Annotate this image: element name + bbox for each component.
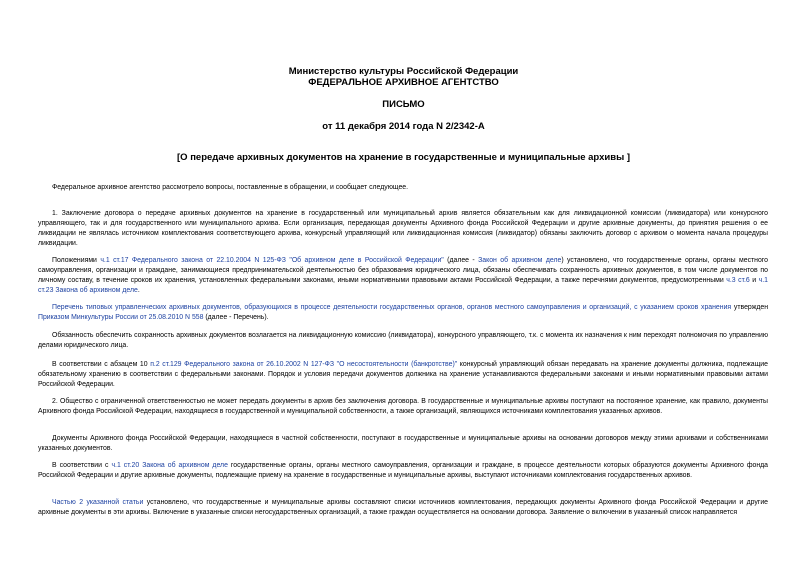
paragraph xyxy=(38,461,768,481)
ministry-title: Министерство культуры Российской Федерации xyxy=(288,66,519,77)
paragraph-text: ) установлено, что государственные органы, органы местного самоуправления, организации и граждане, занимающиеся предпринимательской деятельностью без образования юридического лица, обязаны обеспечивать сохранность архивных документов, в том числе документов по личному составу, в течение сроков их хранения, установленных федеральными законами, иными нормативными правовыми актами Российской Федерации, а также перечнями документов, предусмотренными xyxy=(38,257,769,284)
paragraph xyxy=(38,397,768,417)
document-link[interactable]: ч.1 ст.17 Федерального закона от 22.10.2004 N 125-ФЗ "Об архивном деле в Российской Федерации" xyxy=(100,257,444,264)
paragraph-text: конкурсный управляющий обязан передавать на хранение документы должника, подлежащие обязательному хранению в соответствии с федеральными законами. Порядок и условия передачи документов должника на хранение устанавливаются федеральными законами и иными нормативными правовыми актами Российской Федерации. xyxy=(38,361,768,388)
document-link[interactable]: ч.1 ст.23 Закона об архивном деле xyxy=(38,277,768,294)
paragraph-text: (далее - xyxy=(443,257,479,264)
paragraph xyxy=(38,256,768,296)
paragraph-text: установлено, что государственные и муниципальные архивы составляют списки источников комплектования, передающих документы Архивного фонда Российской Федерации и другие архивные документы в эти архивы. Включение в указанные списки негосударственных организаций, а также граждан осуществляется на основании договора. Заявление о включении в указанный список направляется xyxy=(38,499,768,516)
document-link[interactable]: Приказом Минкультуры России от 25.08.2010 N 558 xyxy=(38,314,204,321)
paragraph xyxy=(38,183,768,193)
agency-title: ФЕДЕРАЛЬНОЕ АРХИВНОЕ АГЕНТСТВО xyxy=(308,77,499,88)
paragraph-text: В соответствии с xyxy=(52,462,112,469)
document-link[interactable]: Закон об архивном деле xyxy=(478,257,562,264)
document-link[interactable]: Частью 2 указанной статьи xyxy=(52,499,144,506)
document-link[interactable]: п.2 ст.129 Федерального закона от 26.10.2002 N 127-ФЗ "О несостоятельности (банкротстве)" xyxy=(150,361,458,368)
paragraph-text: 1. Заключение договора о передаче архивных документов на хранение в государственный или муниципальный архив является обязательным как для ликвидационной комиссии (ликвидатора) или конкурсного управляющего, так и для государственного или муниципального архива. Если организация, передающая документы Архивного фонда Российской Федерации и другие архивные документы, до принятия решения о ее ликвидации не являлась источником комплектования соответствующего архива, конкурсный управляющий или ликвидационная комиссия (ликвидатор) обязаны заключить договор с архивом о момента начала процедуры ликвидации. xyxy=(38,210,768,247)
paragraph xyxy=(38,434,768,454)
paragraph-text: Обязанность обеспечить сохранность архивных документов возлагается на ликвидационную комиссию (ликвидатора), конкурсного управляющего, т.к. с момента их назначения к ним переходят полномочия по управлению делами юридического лица. xyxy=(38,332,768,349)
paragraph-text: В соответствии с абзацем 10 xyxy=(52,361,151,368)
document-subject: [О передаче архивных документов на хранение в государственные и муниципальные архивы ] xyxy=(177,152,630,163)
paragraph xyxy=(38,331,768,351)
document-type: ПИСЬМО xyxy=(382,99,425,110)
paragraph-text: (далее - Перечень). xyxy=(203,314,269,321)
document-date-number: от 11 декабря 2014 года N 2/2342-А xyxy=(322,121,485,132)
document-link[interactable]: ч.1 ст.20 Закона об архивном деле xyxy=(111,462,228,469)
paragraph-text: Документы Архивного фонда Российской Федерации, находящиеся в частной собственности, поступают в государственные и муниципальные архивы на основании договоров между этими архивами и собственниками указанных документов. xyxy=(38,435,768,452)
paragraph-text: утвержден xyxy=(731,304,769,311)
document-link[interactable]: Перечень типовых управленческих архивных документов, образующихся в процессе деятельности государственных органов, органов местного самоуправления и организаций, с указанием сроков хранения xyxy=(52,304,732,311)
paragraph xyxy=(38,498,768,518)
paragraph-text: и xyxy=(749,277,759,284)
paragraph-text: Федеральное архивное агентство рассмотрело вопросы, поставленные в обращении, и сообщает следующее. xyxy=(52,184,409,191)
paragraph-text: 2. Общество с ограниченной ответственностью не может передать документы в архив без заключения договора. В государственные и муниципальные архивы поступают на постоянное хранение, как правило, документы Архивного фонда Российской Федерации, находящиеся в государственной и муниципальной собственности, а также организаций, являющихся источниками комплектования указанных архивов. xyxy=(38,398,768,415)
document-link[interactable]: ч.3 ст.6 xyxy=(726,277,750,284)
paragraph xyxy=(38,360,768,390)
paragraph xyxy=(38,209,768,249)
paragraph-text: Положениями xyxy=(52,257,101,264)
paragraph-text: государственные органы, органы местного самоуправления, организации и граждане, в процессе деятельности которых образуются документы Архивного фонда Российской Федерации и другие архивные документы, подлежащие приему на хранение в государственные и муниципальные архивы, выступают источниками комплектования государственных архивов. xyxy=(38,462,769,479)
paragraph xyxy=(38,303,768,323)
paragraph-text: . xyxy=(137,287,140,294)
